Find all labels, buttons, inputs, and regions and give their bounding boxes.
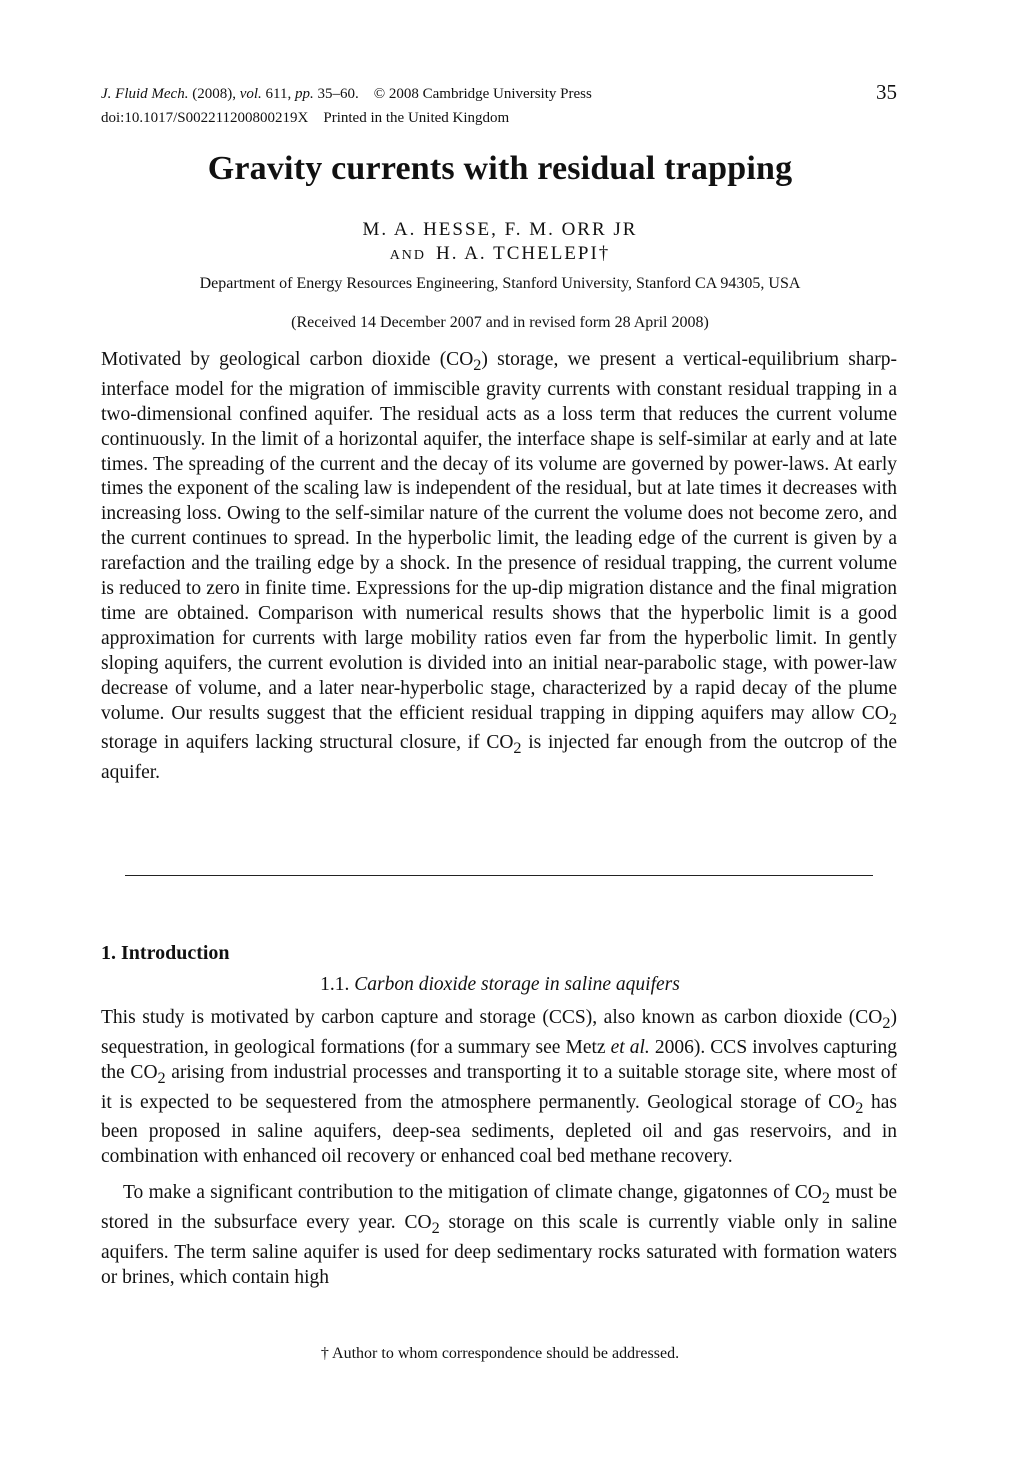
page-number: 35 bbox=[876, 80, 897, 104]
journal-name: J. Fluid Mech. bbox=[101, 86, 189, 102]
authors-line-2 bbox=[0, 242, 1000, 268]
last-author: H. A. TCHELEPI† bbox=[436, 243, 611, 264]
volume-number: 611, bbox=[265, 86, 292, 102]
doi: doi:10.1017/S002211200800219X bbox=[101, 110, 309, 126]
authors-line-1: M. A. HESSE, F. M. ORR JR bbox=[362, 219, 638, 240]
author-list bbox=[0, 218, 1000, 268]
journal-year: (2008), bbox=[192, 86, 236, 102]
page-range: 35–60. bbox=[317, 86, 359, 102]
received-dates: (Received 14 December 2007 and in revised form 28 April 2008) bbox=[291, 314, 709, 331]
abstract-divider bbox=[125, 875, 873, 876]
running-header-doi bbox=[101, 108, 509, 128]
subsection-title: Carbon dioxide storage in saline aquifers bbox=[354, 974, 680, 995]
subsection-heading bbox=[0, 974, 1000, 996]
body-paragraph-1: This study is motivated by carbon capture and storage (CCS), also known as carbon dioxide $(CO_2)$ sequestration, in geological formations (for a summary see Metz et al. 2006). CCS involves capturing the $CO_2$ arising from industrial processes and transporting it to a suitable storage site, where most of it is expected to be sequestered from the atmosphere permanently. Geological storage of $CO_2$ has been proposed in saline aquifers, deep-sea sediments, depleted oil and gas reservoirs, and in combination with enhanced oil recovery or enhanced coal bed methane recovery. bbox=[101, 1007, 898, 1168]
section-heading: 1. Introduction bbox=[101, 942, 230, 964]
running-header-citation bbox=[101, 84, 592, 104]
pages-label: pp. bbox=[295, 86, 314, 102]
paper-title: Gravity currents with residual trapping bbox=[207, 150, 793, 187]
affiliation: Department of Energy Resources Engineering, Stanford University, Stanford CA 94305, USA bbox=[199, 275, 801, 292]
subsection-number: 1.1. bbox=[320, 974, 350, 995]
abstract: Motivated by geological carbon dioxide $(CO_2)$ storage, we present a vertical-equilibrium sharp-interface model for the migration of immiscible gravity currents with constant residual trapping in a two-dimensional confined aquifer. The residual acts as a loss term that reduces the current volume continuously. In the limit of a horizontal aquifer, the interface shape is self-similar at early and at late times. The spreading of the current and the decay of its volume are governed by power-laws. At early times the exponent of the scaling law is independent of the residual, but at late times it decreases with increasing loss. Owing to the self-similar nature of the current the volume does not become zero, and the current continues to spread. In the hyperbolic limit, the leading edge of the current is given by a rarefaction and the trailing edge by a shock. In the presence of residual trapping, the current volume is reduced to zero in finite time. Expressions for the up-dip migration distance and the final migration time are obtained. Comparison with numerical results shows that the hyperbolic limit is a good approximation for currents with large mobility ratios even far from the hyperbolic limit. In gently sloping aquifers, the current evolution is divided into an initial near-parabolic stage, with power-law decrease of volume, and a later near-hyperbolic stage, characterized by a rapid decay of the plume volume. Our results suggest that the efficient residual trapping in dipping aquifers may allow $CO_2$ storage in aquifers lacking structural closure, if $CO_2$ is injected far enough from the outcrop of the aquifer. bbox=[101, 349, 897, 784]
printed-notice: Printed in the United Kingdom bbox=[323, 110, 510, 126]
and-conjunction: AND bbox=[389, 248, 427, 263]
volume-label: vol. bbox=[239, 86, 262, 102]
copyright-notice: © 2008 Cambridge University Press bbox=[373, 86, 592, 102]
footnote: † Author to whom correspondence should be addressed. bbox=[320, 1345, 680, 1362]
body-paragraph-2: To make a significant contribution to the mitigation of climate change, gigatonnes of $CO_2$ must be stored in the subsurface every year. $CO_2$ storage on this scale is currently viable only in saline aquifers. The term saline aquifer is used for deep sedimentary rocks saturated with formation waters or brines, which contain high bbox=[101, 1182, 898, 1288]
